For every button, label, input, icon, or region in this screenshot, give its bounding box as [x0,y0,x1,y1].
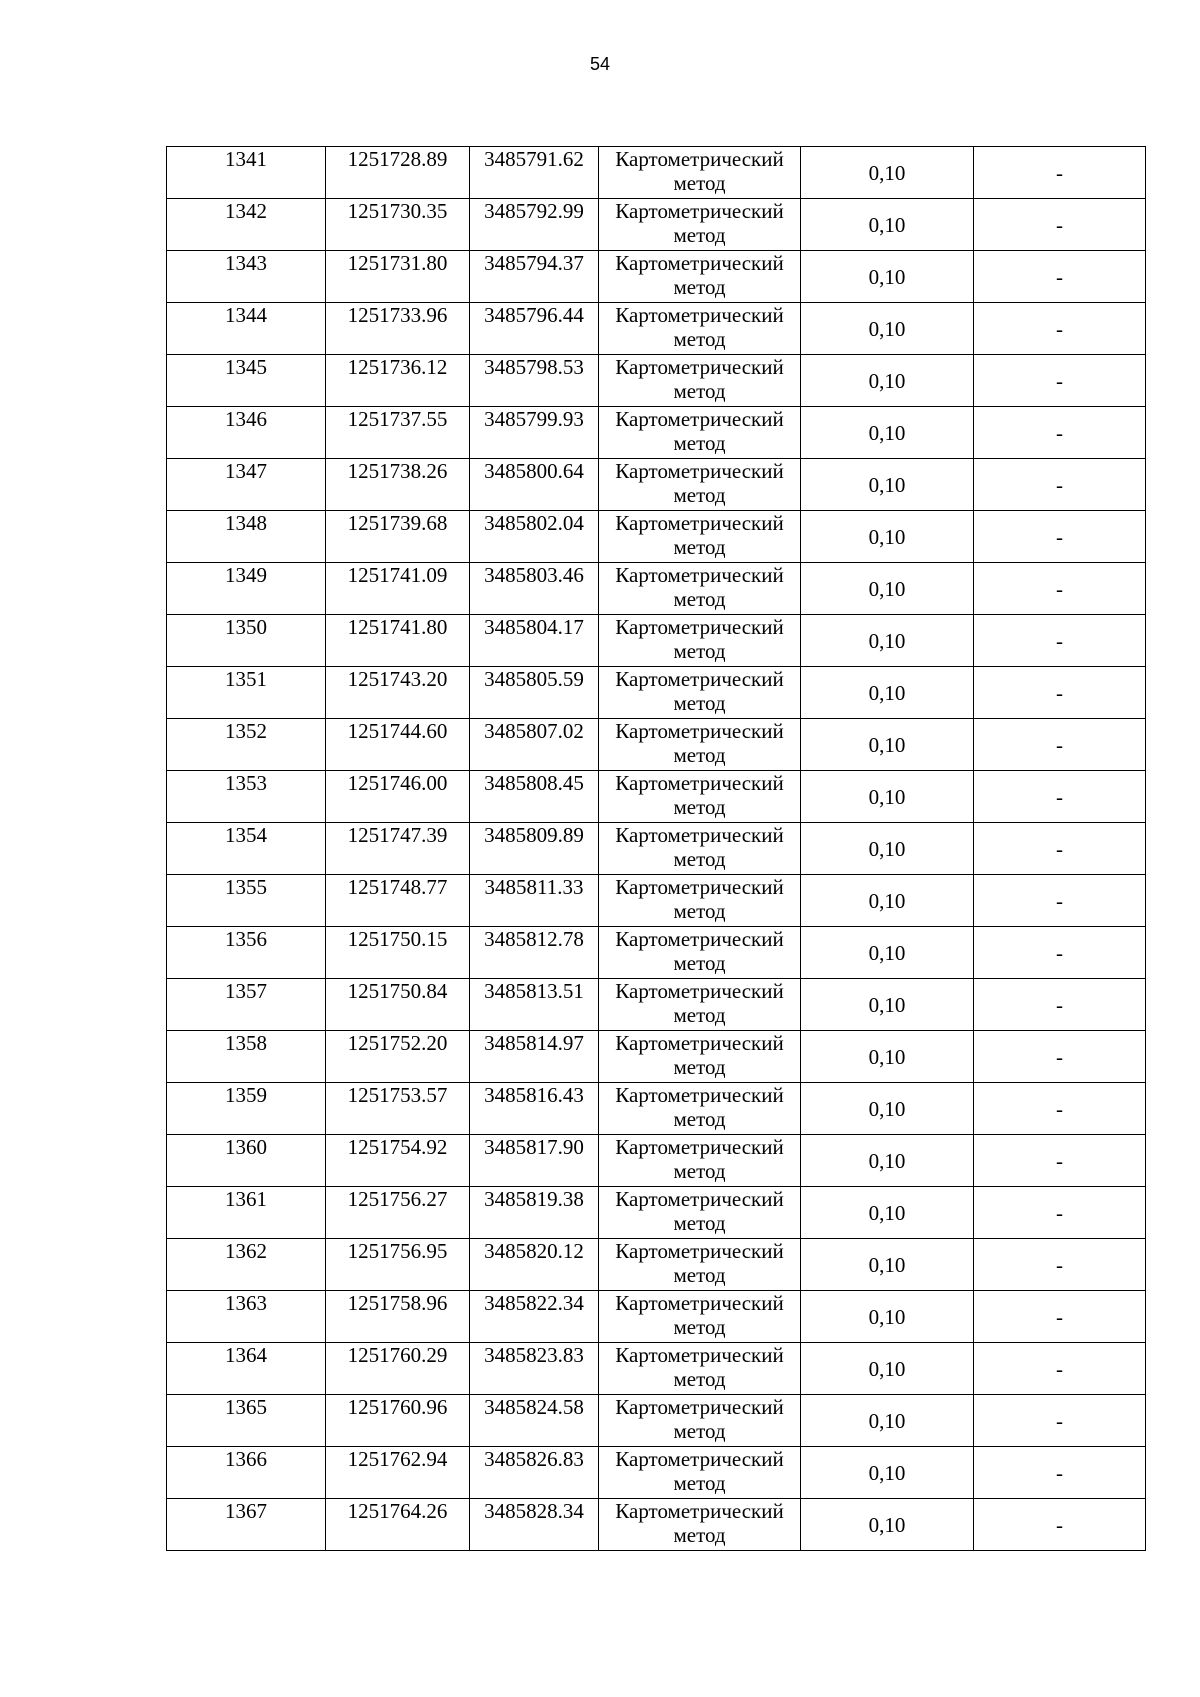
accuracy-cell: 0,10 [801,1239,974,1291]
point-number-cell: 1345 [167,355,326,407]
method-cell [599,1499,801,1551]
method-line-1: Картометрический [615,407,784,431]
note-cell: - [974,199,1146,251]
accuracy-cell: 0,10 [801,1031,974,1083]
accuracy-cell: 0,10 [801,823,974,875]
accuracy-cell: 0,10 [801,303,974,355]
note-cell: - [974,823,1146,875]
accuracy-cell: 0,10 [801,667,974,719]
method-line-1: Картометрический [615,1083,784,1107]
table-row [167,459,1146,511]
table-row [167,927,1146,979]
accuracy-cell: 0,10 [801,719,974,771]
y-coordinate-cell: 3485819.38 [470,1187,599,1239]
method-line-1: Картометрический [615,1187,784,1211]
accuracy-cell: 0,10 [801,1135,974,1187]
coordinates-table [166,146,1146,1551]
x-coordinate-cell: 1251760.96 [326,1395,470,1447]
method-line-2: метод [673,899,726,923]
y-coordinate-cell: 3485820.12 [470,1239,599,1291]
table-row [167,1447,1146,1499]
accuracy-cell: 0,10 [801,147,974,199]
method-line-2: метод [673,587,726,611]
y-coordinate-cell: 3485794.37 [470,251,599,303]
method-line-2: метод [673,743,726,767]
x-coordinate-cell: 1251764.26 [326,1499,470,1551]
method-line-2: метод [673,223,726,247]
point-number-cell: 1365 [167,1395,326,1447]
method-cell [599,719,801,771]
point-number-cell: 1352 [167,719,326,771]
table-row [167,199,1146,251]
note-cell: - [974,1447,1146,1499]
note-cell: - [974,927,1146,979]
method-cell [599,1187,801,1239]
point-number-cell: 1357 [167,979,326,1031]
method-line-2: метод [673,1159,726,1183]
x-coordinate-cell: 1251728.89 [326,147,470,199]
method-cell [599,615,801,667]
note-cell: - [974,719,1146,771]
note-cell: - [974,667,1146,719]
y-coordinate-cell: 3485799.93 [470,407,599,459]
accuracy-cell: 0,10 [801,771,974,823]
table-row [167,979,1146,1031]
y-coordinate-cell: 3485812.78 [470,927,599,979]
method-line-2: метод [673,1211,726,1235]
note-cell: - [974,875,1146,927]
point-number-cell: 1349 [167,563,326,615]
point-number-cell: 1351 [167,667,326,719]
point-number-cell: 1356 [167,927,326,979]
method-line-2: метод [673,1523,726,1547]
table-row [167,303,1146,355]
x-coordinate-cell: 1251756.95 [326,1239,470,1291]
method-line-1: Картометрический [615,719,784,743]
point-number-cell: 1367 [167,1499,326,1551]
y-coordinate-cell: 3485792.99 [470,199,599,251]
accuracy-cell: 0,10 [801,1291,974,1343]
y-coordinate-cell: 3485803.46 [470,563,599,615]
table-row [167,563,1146,615]
method-cell [599,303,801,355]
accuracy-cell: 0,10 [801,251,974,303]
table-row [167,615,1146,667]
y-coordinate-cell: 3485802.04 [470,511,599,563]
method-cell [599,147,801,199]
page-number: 54 [589,54,611,74]
point-number-cell: 1364 [167,1343,326,1395]
method-line-1: Картометрический [615,1499,784,1523]
note-cell: - [974,1395,1146,1447]
method-line-2: метод [673,1419,726,1443]
y-coordinate-cell: 3485804.17 [470,615,599,667]
note-cell: - [974,407,1146,459]
note-cell: - [974,1135,1146,1187]
y-coordinate-cell: 3485824.58 [470,1395,599,1447]
accuracy-cell: 0,10 [801,875,974,927]
accuracy-cell: 0,10 [801,615,974,667]
method-line-2: метод [673,795,726,819]
y-coordinate-cell: 3485814.97 [470,1031,599,1083]
y-coordinate-cell: 3485805.59 [470,667,599,719]
table-row [167,1291,1146,1343]
y-coordinate-cell: 3485811.33 [470,875,599,927]
method-line-1: Картометрический [615,1291,784,1315]
x-coordinate-cell: 1251750.84 [326,979,470,1031]
method-cell [599,459,801,511]
table-row [167,1135,1146,1187]
x-coordinate-cell: 1251730.35 [326,199,470,251]
point-number-cell: 1355 [167,875,326,927]
method-line-1: Картометрический [615,1343,784,1367]
method-line-1: Картометрический [615,303,784,327]
table-row [167,823,1146,875]
table-row [167,875,1146,927]
x-coordinate-cell: 1251738.26 [326,459,470,511]
method-cell [599,1031,801,1083]
x-coordinate-cell: 1251752.20 [326,1031,470,1083]
point-number-cell: 1341 [167,147,326,199]
method-line-1: Картометрический [615,1447,784,1471]
y-coordinate-cell: 3485798.53 [470,355,599,407]
x-coordinate-cell: 1251746.00 [326,771,470,823]
method-line-1: Картометрический [615,199,784,223]
x-coordinate-cell: 1251733.96 [326,303,470,355]
x-coordinate-cell: 1251741.09 [326,563,470,615]
method-line-2: метод [673,639,726,663]
table-row [167,719,1146,771]
point-number-cell: 1353 [167,771,326,823]
method-cell [599,1083,801,1135]
y-coordinate-cell: 3485809.89 [470,823,599,875]
accuracy-cell: 0,10 [801,563,974,615]
note-cell: - [974,251,1146,303]
method-line-1: Картометрический [615,459,784,483]
note-cell: - [974,1031,1146,1083]
accuracy-cell: 0,10 [801,199,974,251]
note-cell: - [974,1239,1146,1291]
x-coordinate-cell: 1251750.15 [326,927,470,979]
table-row [167,251,1146,303]
x-coordinate-cell: 1251760.29 [326,1343,470,1395]
note-cell: - [974,1083,1146,1135]
y-coordinate-cell: 3485808.45 [470,771,599,823]
note-cell: - [974,615,1146,667]
accuracy-cell: 0,10 [801,979,974,1031]
method-line-2: метод [673,1471,726,1495]
method-line-2: метод [673,1367,726,1391]
note-cell: - [974,771,1146,823]
method-line-1: Картометрический [615,1395,784,1419]
point-number-cell: 1359 [167,1083,326,1135]
point-number-cell: 1344 [167,303,326,355]
y-coordinate-cell: 3485800.64 [470,459,599,511]
method-cell [599,1135,801,1187]
method-line-2: метод [673,1055,726,1079]
point-number-cell: 1360 [167,1135,326,1187]
method-line-2: метод [673,379,726,403]
note-cell: - [974,979,1146,1031]
accuracy-cell: 0,10 [801,927,974,979]
accuracy-cell: 0,10 [801,511,974,563]
method-cell [599,199,801,251]
x-coordinate-cell: 1251739.68 [326,511,470,563]
method-cell [599,979,801,1031]
method-line-2: метод [673,691,726,715]
method-cell [599,1447,801,1499]
method-line-2: метод [673,1315,726,1339]
method-line-2: метод [673,483,726,507]
y-coordinate-cell: 3485816.43 [470,1083,599,1135]
note-cell: - [974,303,1146,355]
method-cell [599,823,801,875]
x-coordinate-cell: 1251736.12 [326,355,470,407]
method-line-2: метод [673,431,726,455]
y-coordinate-cell: 3485796.44 [470,303,599,355]
method-cell [599,1343,801,1395]
table-row [167,1031,1146,1083]
table-row [167,511,1146,563]
point-number-cell: 1343 [167,251,326,303]
x-coordinate-cell: 1251743.20 [326,667,470,719]
method-line-2: метод [673,951,726,975]
table-row [167,1083,1146,1135]
table-row [167,355,1146,407]
y-coordinate-cell: 3485813.51 [470,979,599,1031]
method-cell [599,511,801,563]
note-cell: - [974,1187,1146,1239]
method-line-1: Картометрический [615,1135,784,1159]
point-number-cell: 1354 [167,823,326,875]
note-cell: - [974,459,1146,511]
note-cell: - [974,1291,1146,1343]
y-coordinate-cell: 3485807.02 [470,719,599,771]
method-cell [599,1239,801,1291]
method-line-2: метод [673,847,726,871]
method-line-1: Картометрический [615,875,784,899]
note-cell: - [974,563,1146,615]
table-row [167,667,1146,719]
note-cell: - [974,1499,1146,1551]
table-row [167,1187,1146,1239]
method-cell [599,927,801,979]
table-row [167,1499,1146,1551]
method-line-1: Картометрический [615,563,784,587]
coordinates-table-body [167,147,1146,1551]
method-line-2: метод [673,1263,726,1287]
method-line-1: Картометрический [615,511,784,535]
note-cell: - [974,1343,1146,1395]
y-coordinate-cell: 3485826.83 [470,1447,599,1499]
method-line-2: метод [673,171,726,195]
y-coordinate-cell: 3485828.34 [470,1499,599,1551]
y-coordinate-cell: 3485791.62 [470,147,599,199]
method-line-2: метод [673,1107,726,1131]
method-line-1: Картометрический [615,1031,784,1055]
x-coordinate-cell: 1251758.96 [326,1291,470,1343]
x-coordinate-cell: 1251756.27 [326,1187,470,1239]
method-line-1: Картометрический [615,979,784,1003]
method-line-1: Картометрический [615,1239,784,1263]
method-line-2: метод [673,275,726,299]
point-number-cell: 1350 [167,615,326,667]
method-line-1: Картометрический [615,771,784,795]
table-row [167,1343,1146,1395]
table-row [167,1239,1146,1291]
table-row [167,771,1146,823]
method-line-1: Картометрический [615,927,784,951]
accuracy-cell: 0,10 [801,407,974,459]
accuracy-cell: 0,10 [801,1083,974,1135]
method-cell [599,771,801,823]
method-cell [599,251,801,303]
accuracy-cell: 0,10 [801,1187,974,1239]
note-cell: - [974,147,1146,199]
table-row [167,1395,1146,1447]
y-coordinate-cell: 3485823.83 [470,1343,599,1395]
method-line-1: Картометрический [615,615,784,639]
method-line-2: метод [673,327,726,351]
y-coordinate-cell: 3485822.34 [470,1291,599,1343]
point-number-cell: 1358 [167,1031,326,1083]
method-line-1: Картометрический [615,251,784,275]
x-coordinate-cell: 1251748.77 [326,875,470,927]
method-cell [599,1291,801,1343]
method-line-2: метод [673,535,726,559]
point-number-cell: 1346 [167,407,326,459]
method-cell [599,667,801,719]
table-row [167,147,1146,199]
accuracy-cell: 0,10 [801,1499,974,1551]
point-number-cell: 1361 [167,1187,326,1239]
method-cell [599,875,801,927]
x-coordinate-cell: 1251762.94 [326,1447,470,1499]
x-coordinate-cell: 1251747.39 [326,823,470,875]
point-number-cell: 1347 [167,459,326,511]
accuracy-cell: 0,10 [801,1447,974,1499]
point-number-cell: 1348 [167,511,326,563]
method-line-1: Картометрический [615,823,784,847]
method-cell [599,1395,801,1447]
accuracy-cell: 0,10 [801,355,974,407]
point-number-cell: 1342 [167,199,326,251]
y-coordinate-cell: 3485817.90 [470,1135,599,1187]
point-number-cell: 1362 [167,1239,326,1291]
method-cell [599,563,801,615]
method-line-1: Картометрический [615,667,784,691]
x-coordinate-cell: 1251753.57 [326,1083,470,1135]
method-line-1: Картометрический [615,147,784,171]
x-coordinate-cell: 1251741.80 [326,615,470,667]
x-coordinate-cell: 1251754.92 [326,1135,470,1187]
method-cell [599,355,801,407]
point-number-cell: 1363 [167,1291,326,1343]
x-coordinate-cell: 1251731.80 [326,251,470,303]
x-coordinate-cell: 1251744.60 [326,719,470,771]
method-cell [599,407,801,459]
accuracy-cell: 0,10 [801,1395,974,1447]
accuracy-cell: 0,10 [801,1343,974,1395]
method-line-2: метод [673,1003,726,1027]
point-number-cell: 1366 [167,1447,326,1499]
note-cell: - [974,355,1146,407]
table-row [167,407,1146,459]
x-coordinate-cell: 1251737.55 [326,407,470,459]
method-line-1: Картометрический [615,355,784,379]
accuracy-cell: 0,10 [801,459,974,511]
note-cell: - [974,511,1146,563]
